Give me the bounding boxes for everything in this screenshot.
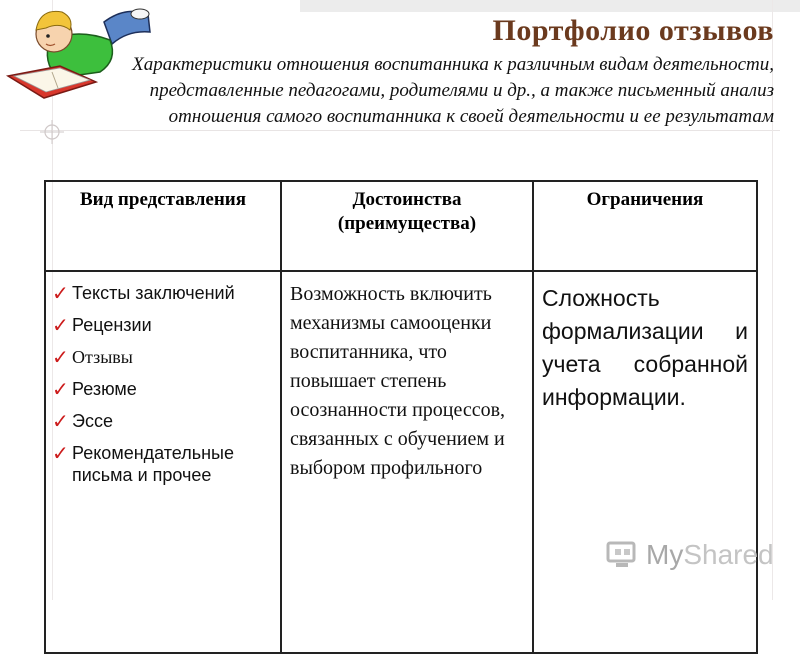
table-header-row	[45, 181, 757, 271]
top-decor-band	[300, 0, 800, 12]
types-list	[46, 272, 280, 486]
list-item: ✓ Рецензии	[52, 313, 152, 337]
reviews-table	[44, 180, 758, 654]
list-item: ✓ Резюме	[52, 377, 137, 401]
limitations-cell	[533, 271, 757, 653]
list-item: ✓ Рекомендательные письма и прочее	[52, 441, 234, 485]
types-cell	[45, 271, 281, 653]
checkmark-icon: ✓	[52, 345, 69, 369]
page-subtitle: Характеристики отношения воспитанника к различным видам деятельности, представленные педагогами, родителями и др., а также письменный анализ отношения самого воспитанника к своей деятельности и ее результатам	[132, 54, 774, 127]
list-item: ✓ Тексты заключений	[52, 281, 235, 305]
checkmark-icon: ✓	[52, 281, 69, 305]
checkmark-icon: ✓	[52, 377, 69, 401]
crosshair-icon	[40, 120, 64, 144]
limitations-text: Сложность формализации и учета собранной информации.	[542, 285, 748, 410]
bg-line	[20, 130, 780, 131]
page-title: Портфолио отзывов	[492, 14, 774, 47]
advantages-text: Возможность включить механизмы самооценки воспитанника, что повышает степень осознанности процессов, связанных с обучением и выбором профильного	[290, 283, 506, 479]
header-limitations: Ограничения	[533, 181, 757, 271]
myshared-watermark	[606, 538, 774, 572]
table-row	[45, 271, 757, 653]
watermark-text-shared: Shared	[683, 539, 774, 570]
myshared-logo-icon	[606, 540, 640, 570]
checkmark-icon: ✓	[52, 441, 69, 465]
checkmark-icon: ✓	[52, 313, 69, 337]
header-advantages: Достоинства (преимущества)	[281, 181, 533, 271]
list-item: ✓ Эссе	[52, 409, 113, 433]
advantages-cell	[281, 271, 533, 653]
watermark-text-my: My	[646, 539, 684, 570]
list-item: ✓ Отзывы	[52, 345, 133, 369]
checkmark-icon: ✓	[52, 409, 69, 433]
header-type: Вид представления	[45, 181, 281, 271]
